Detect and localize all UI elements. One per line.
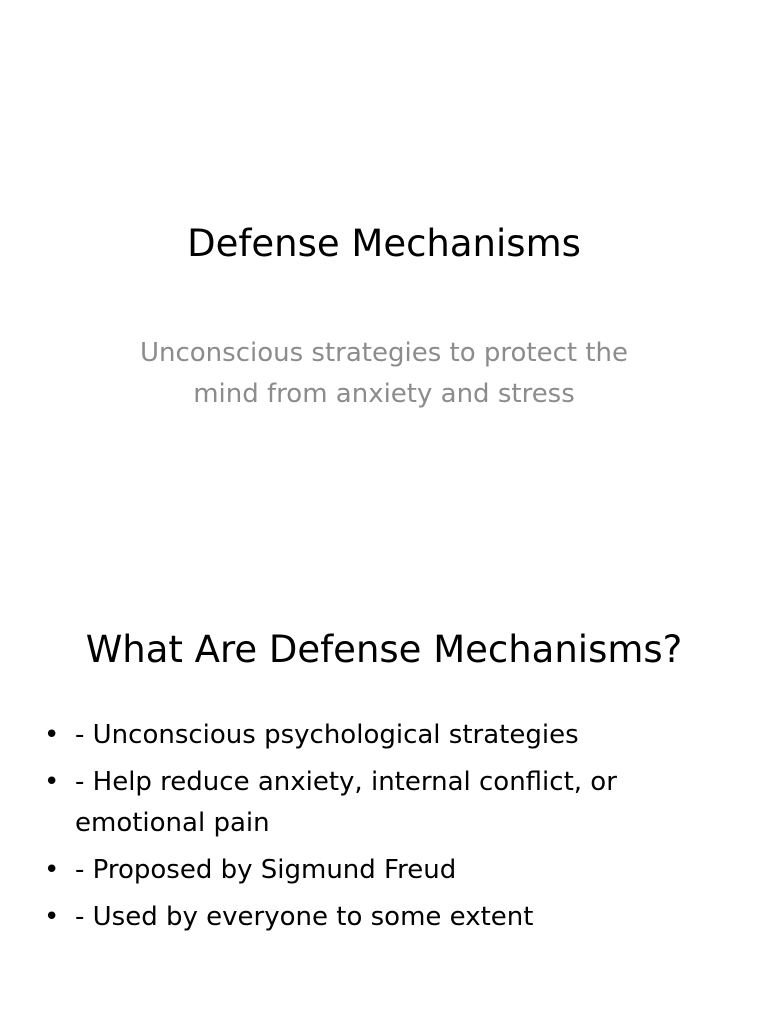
bullet-icon: •	[44, 767, 60, 797]
bullet-list	[40, 715, 730, 944]
bullet-item	[40, 897, 730, 938]
bullet-item	[40, 762, 730, 844]
bullet-icon: •	[44, 720, 60, 750]
bullet-text: - Help reduce anxiety, internal conflict, or emotional pain	[75, 767, 617, 838]
slide-title: What Are Defense Mechanisms?	[85, 628, 683, 671]
bullet-icon: •	[44, 902, 60, 932]
bullet-icon: •	[44, 855, 60, 885]
slide-subtitle: Unconscious strategies to protect the mind from anxiety and stress	[139, 338, 629, 409]
content-slide	[0, 576, 768, 1024]
bullet-item	[40, 715, 730, 756]
bullet-item	[40, 850, 730, 891]
slide-title: Defense Mechanisms	[187, 222, 581, 265]
bullet-text: - Proposed by Sigmund Freud	[75, 855, 457, 885]
bullet-text: - Used by everyone to some extent	[75, 902, 534, 932]
bullet-text: - Unconscious psychological strategies	[75, 720, 579, 750]
